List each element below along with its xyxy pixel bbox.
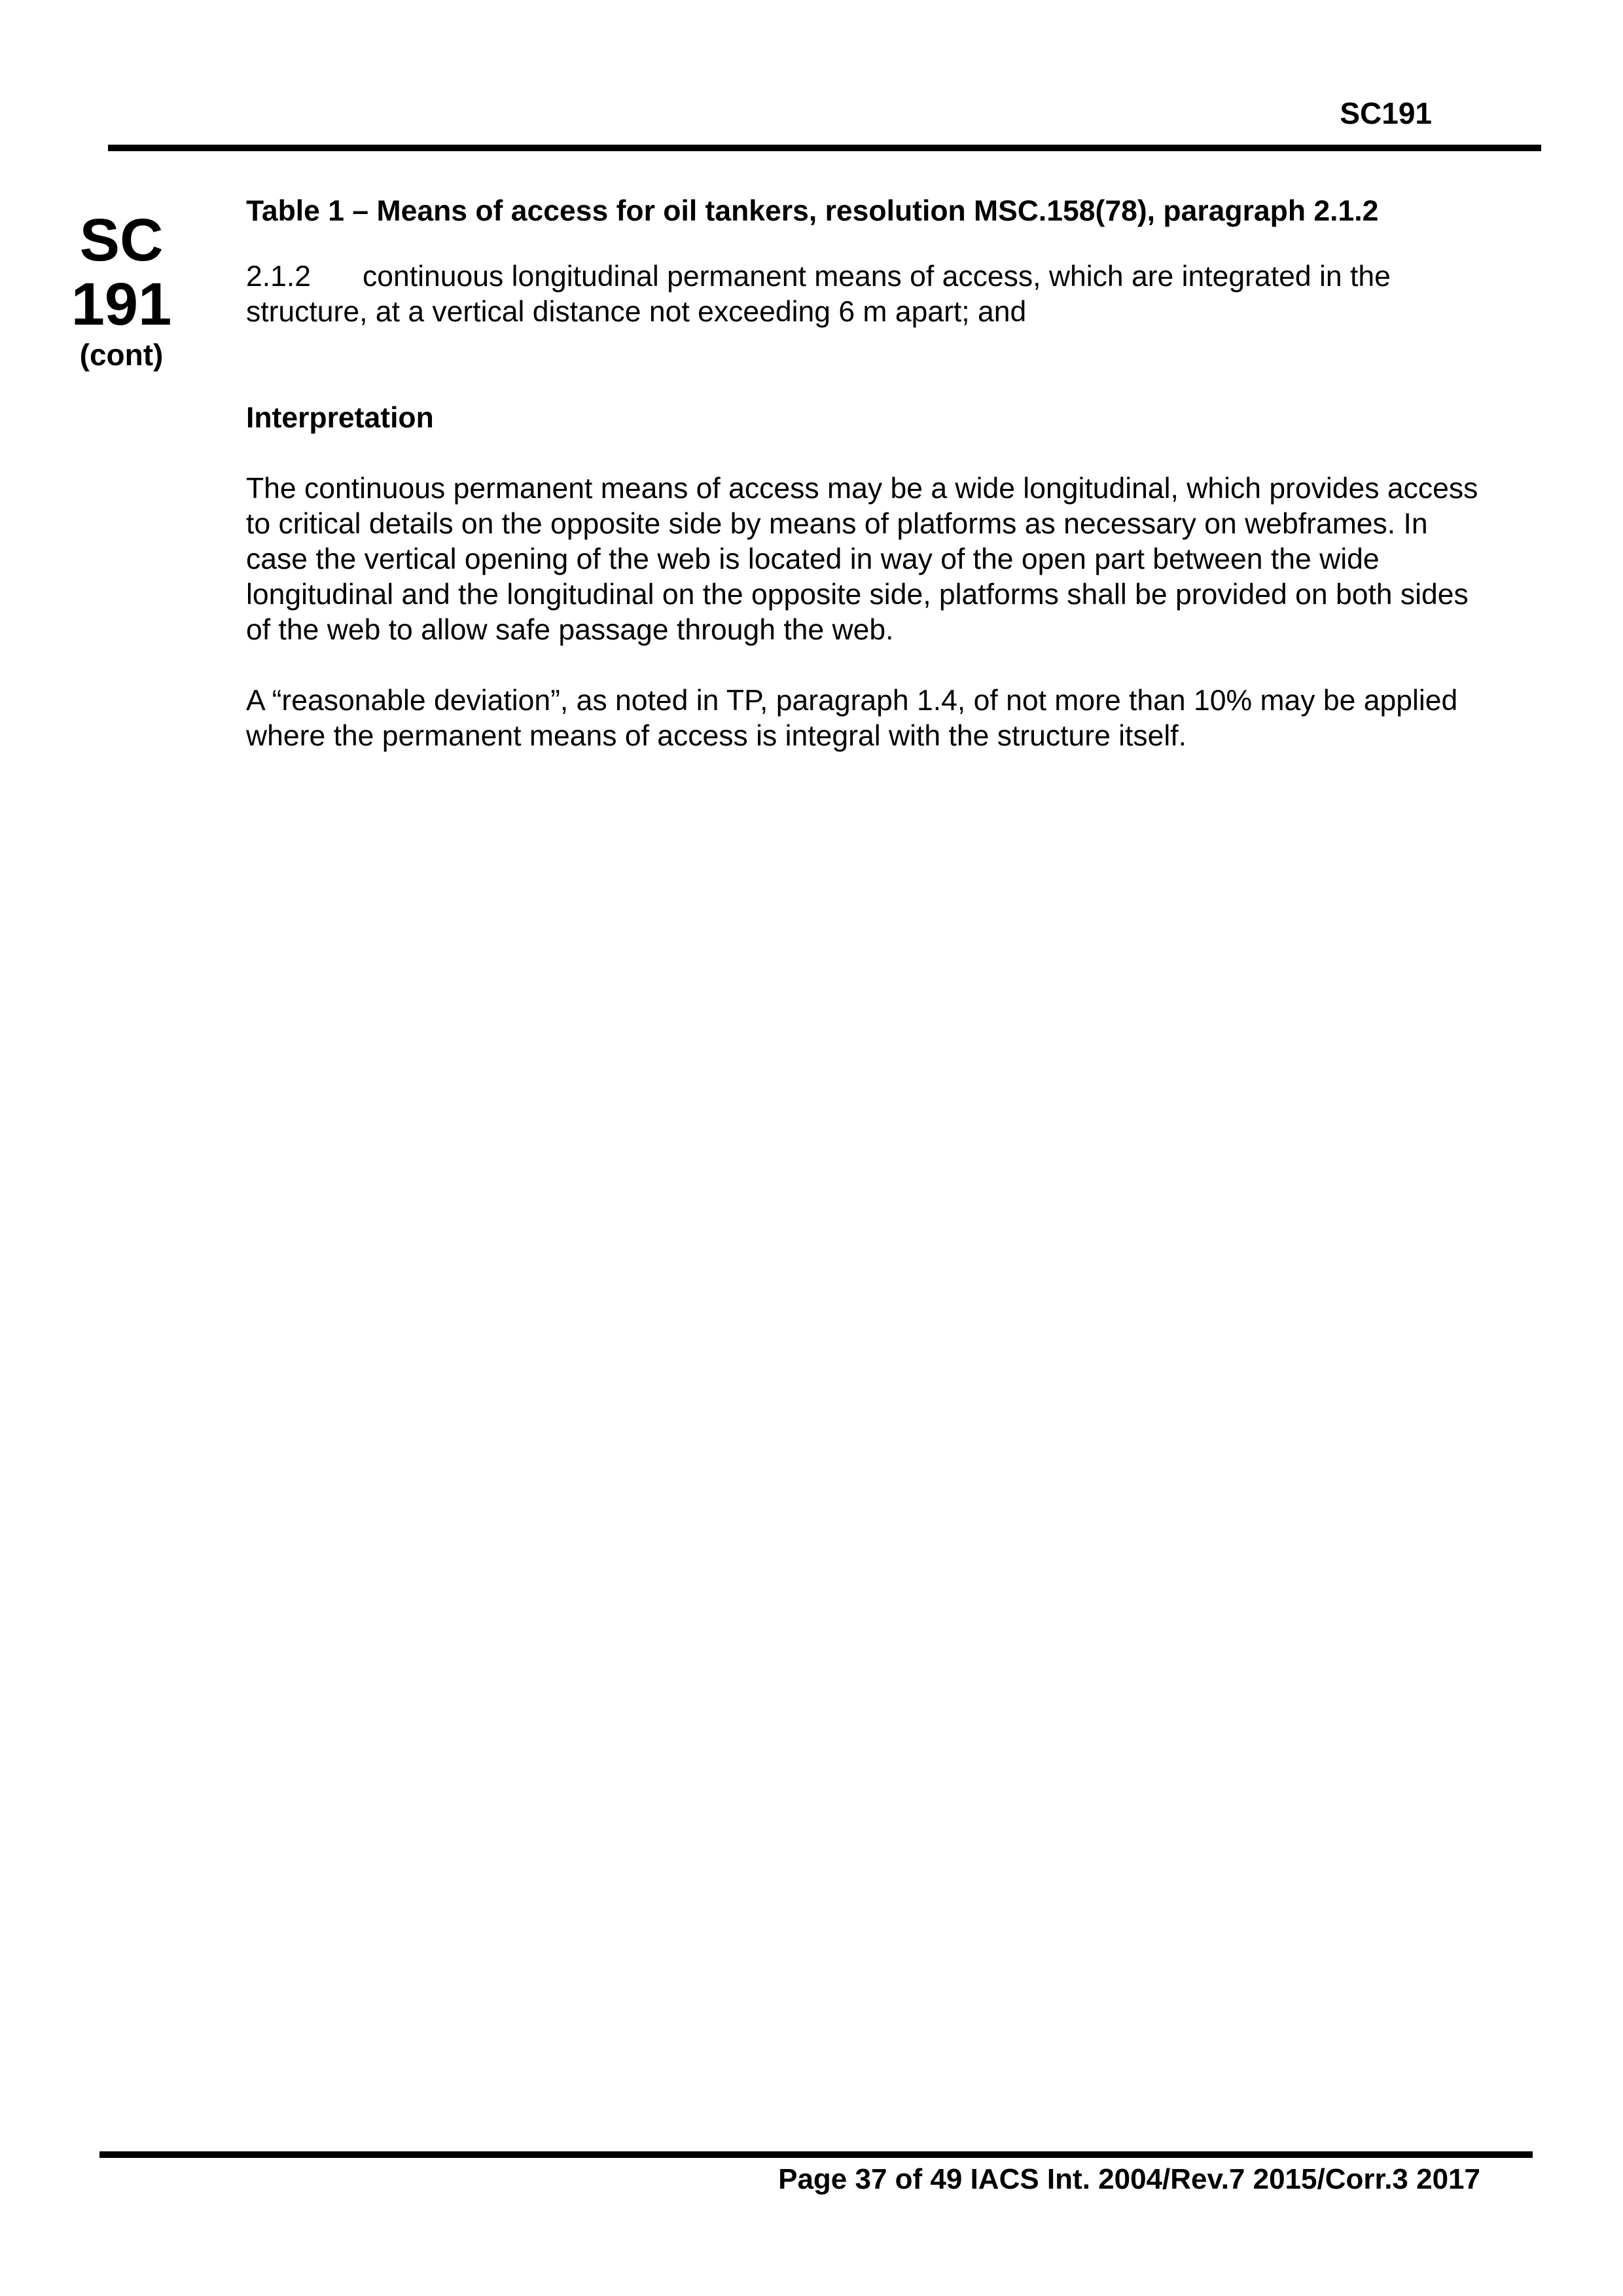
margin-label	[71, 208, 172, 373]
margin-label-line3: (cont)	[79, 338, 164, 372]
margin-label-line2: 191	[71, 271, 172, 338]
interpretation-paragraph: The continuous permanent means of access may be a wide longitudinal, which provides access to critical details on the opposite side by means of platforms as necessary on webframes. In case the vertical opening of the web is located in way of the open part between the wide longitudinal and the longitudinal on the opposite side, platforms shall be provided on both sides of the web to allow safe passage through the web.	[246, 473, 1478, 646]
footer-page-info: Page 37 of 49 IACS Int. 2004/Rev.7 2015/Corr.3 2017	[778, 2163, 1480, 2195]
header-document-code: SC191	[1340, 96, 1432, 130]
section-heading: Interpretation	[246, 402, 434, 434]
document-body	[246, 194, 1489, 754]
clause	[246, 259, 1489, 330]
table-title: Table 1 – Means of access for oil tankers, resolution MSC.158(78), paragraph 2.1.2	[246, 195, 1379, 227]
footer-divider	[99, 2151, 1533, 2158]
deviation-paragraph: A “reasonable deviation”, as noted in TP, paragraph 1.4, of not more than 10% may be applied where the permanent means of access is integral with the structure itself.	[246, 685, 1458, 752]
clause-text: continuous longitudinal permanent means of access, which are integrated in the structure, at a vertical distance not exceeding 6 m apart; and	[246, 260, 1391, 328]
header-divider	[108, 145, 1541, 151]
margin-label-line1: SC	[79, 207, 164, 274]
clause-number: 2.1.2	[246, 260, 311, 293]
